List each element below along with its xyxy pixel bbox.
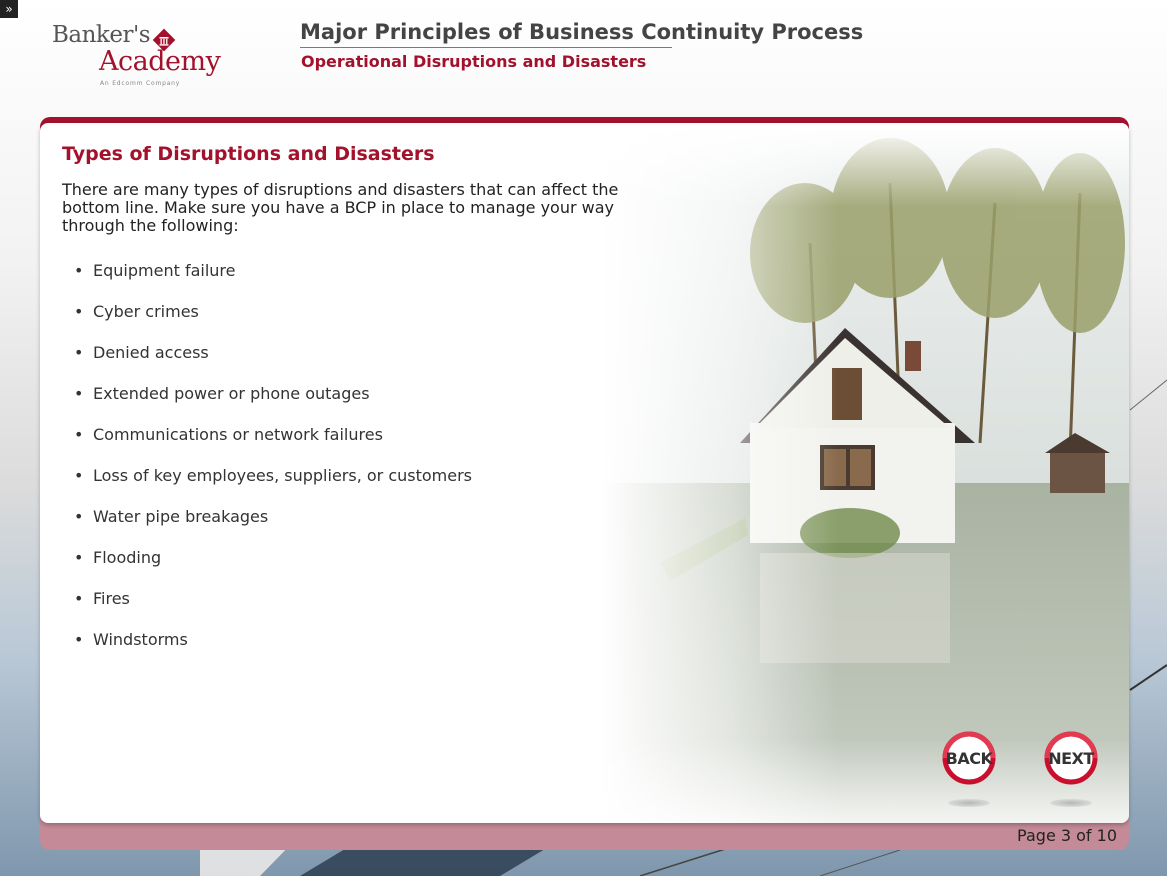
header-divider (300, 47, 672, 48)
list-item (74, 343, 472, 384)
logo-text-line1: Banker's (52, 22, 151, 48)
flooded-house-image (600, 123, 1129, 823)
list-item (74, 507, 472, 548)
list-item (74, 384, 472, 425)
list-item (74, 261, 472, 302)
bullet-icon: • (74, 384, 84, 403)
bullet-icon: • (74, 261, 84, 280)
list-item-text: Water pipe breakages (93, 507, 269, 526)
next-button-shadow (1050, 799, 1092, 807)
section-heading: Types of Disruptions and Disasters (62, 143, 435, 165)
bullet-icon: • (74, 589, 84, 608)
bullet-icon: • (74, 302, 84, 321)
list-item (74, 466, 472, 507)
back-button-label: BACK (945, 749, 993, 768)
list-item-text: Flooding (93, 548, 162, 567)
list-item-text: Windstorms (93, 630, 188, 649)
list-item-text: Cyber crimes (93, 302, 199, 321)
module-title: Operational Disruptions and Disasters (301, 52, 647, 71)
disruption-list (74, 261, 472, 671)
menu-toggle-icon[interactable]: » (0, 0, 18, 18)
list-item (74, 589, 472, 630)
logo-text-line2: Academy (99, 46, 221, 77)
bullet-icon: • (74, 507, 84, 526)
bullet-icon: • (74, 630, 84, 649)
list-item-text: Extended power or phone outages (93, 384, 370, 403)
bullet-icon: • (74, 548, 84, 567)
bankers-academy-logo (52, 22, 222, 92)
back-button-shadow (948, 799, 990, 807)
list-item-text: Loss of key employees, suppliers, or customers (93, 466, 473, 485)
bullet-icon: • (74, 425, 84, 444)
course-title: Major Principles of Business Continuity Process (300, 20, 864, 44)
intro-paragraph: There are many types of disruptions and disasters that can affect the bottom line. Make sure you have a BCP in place to manage your way through the following: (62, 180, 619, 235)
content-panel (40, 123, 1129, 823)
list-item-text: Denied access (93, 343, 209, 362)
list-item (74, 425, 472, 466)
logo-tagline: An Edcomm Company (100, 80, 181, 87)
next-button[interactable] (1044, 731, 1098, 811)
next-button-label: NEXT (1048, 749, 1094, 768)
bullet-icon: • (74, 466, 84, 485)
list-item (74, 548, 472, 589)
list-item-text: Communications or network failures (93, 425, 383, 444)
list-item-text: Equipment failure (93, 261, 236, 280)
back-button[interactable] (942, 731, 996, 811)
page-indicator: Page 3 of 10 (1017, 826, 1117, 845)
list-item (74, 630, 472, 671)
list-item-text: Fires (93, 589, 130, 608)
list-item (74, 302, 472, 343)
bullet-icon: • (74, 343, 84, 362)
